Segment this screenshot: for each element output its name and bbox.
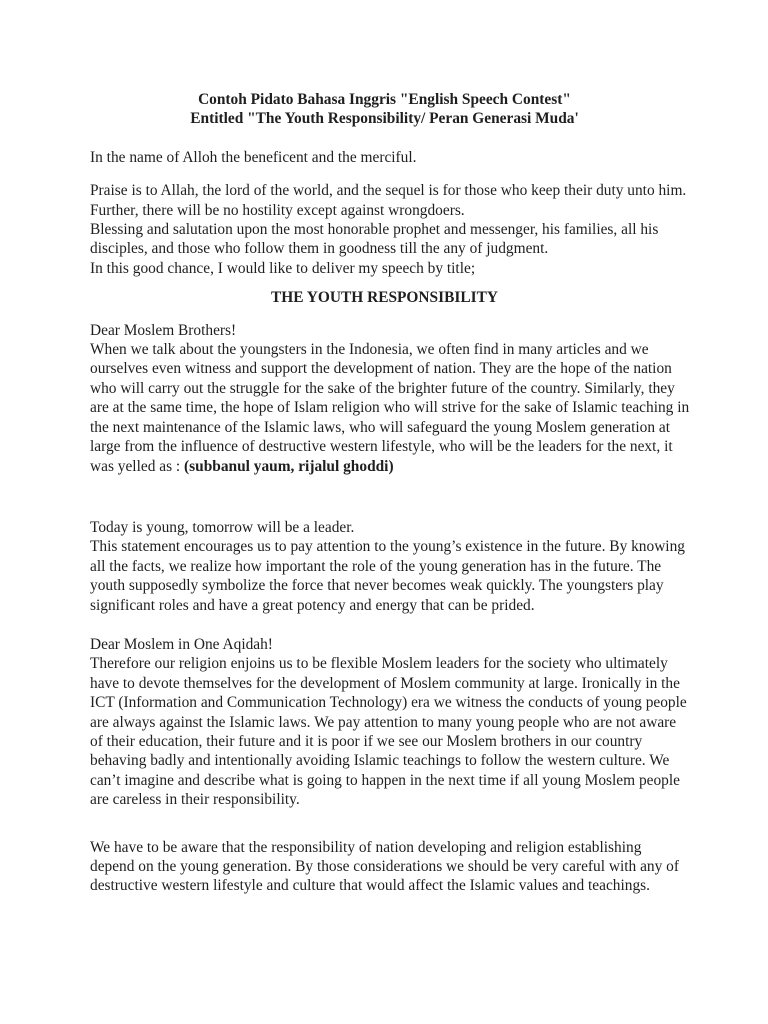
text-line: large from the influence of destructive western lifestyle, who will be the leaders for the next, it <box>90 438 673 456</box>
text-line: Further, there will be no hostility except against wrongdoers. <box>90 201 465 219</box>
document-title <box>90 90 679 129</box>
text-line: ICT (Information and Communication Technology) era we witness the conducts of young people <box>90 694 687 712</box>
text-line: Blessing and salutation upon the most honorable prophet and messenger, his families, all his <box>90 221 659 239</box>
text-line: are always against the Islamic laws. We pay attention to many young people who are not aware <box>90 713 677 731</box>
text-line: depend on the young generation. By those considerations we should be very careful with any of <box>90 858 679 875</box>
text-line: behaving badly and intentionally avoiding Islamic teachings to follow the western culture. We <box>90 752 670 770</box>
paragraph-bismillah <box>90 148 679 167</box>
text-line: In the name of Alloh the beneficent and the merciful. <box>90 148 417 166</box>
text-line: significant roles and have a great potency and energy that can be prided. <box>90 596 535 614</box>
text-line-yelled <box>90 457 679 476</box>
text-line: In this good chance, I would like to deliver my speech by title; <box>90 259 476 277</box>
speech-title: THE YOUTH RESPONSIBILITY <box>271 289 498 307</box>
paragraph-opening <box>90 181 687 278</box>
yelled-bold-text: (subbanul yaum, rijalul ghoddi) <box>184 457 394 475</box>
paragraph-dear-brothers <box>90 321 690 476</box>
text-line: Dear Moslem Brothers! <box>90 321 237 339</box>
text-line: Dear Moslem in One Aqidah! <box>90 635 273 653</box>
document-title-line-2: Entitled "The Youth Responsibility/ Peran Generasi Muda' <box>190 110 579 128</box>
text-line: can’t imagine and describe what is going to happen in the next time if all young Moslem people <box>90 771 680 789</box>
speech-title-block <box>90 288 679 307</box>
paragraph-dear-aqidah <box>90 635 687 810</box>
text-line: This statement encourages us to pay attention to the young’s existence in the future. By knowing <box>90 538 685 556</box>
text-line: disciples, and those who follow them in goodness till the any of judgment. <box>90 240 549 258</box>
text-line: all the facts, we realize how important the role of the young generation has in the future. The <box>90 557 662 575</box>
paragraph-be-aware <box>90 838 679 896</box>
document-title-line-1: Contoh Pidato Bahasa Inggris "English Speech Contest" <box>198 91 571 108</box>
text-line: When we talk about the youngsters in the Indonesia, we often find in many articles and we <box>90 341 649 359</box>
text-line: the next maintenance of the Islamic laws, who will safeguard the young Moslem generation at <box>90 418 670 436</box>
text-line: Therefore our religion enjoins us to be flexible Moslem leaders for the society who ultimately <box>90 655 668 673</box>
text-line: ourselves even witness and support the development of nation. They are the hope of the nation <box>90 360 672 378</box>
text-line: of their education, their future and it is poor if we see our Moslem brothers in our country <box>90 732 643 750</box>
text-line: are at the same time, the hope of Islam religion who will strive for the sake of Islamic teaching in <box>90 399 690 417</box>
text-line: We have to be aware that the responsibility of nation developing and religion establishing <box>90 838 642 856</box>
text-line: who will carry out the struggle for the sake of the brighter future of the country. Similarly, they <box>90 379 675 397</box>
text-line: youth supposedly symbolize the force that never becomes weak quickly. The youngsters play <box>90 577 664 595</box>
text-line: Praise is to Allah, the lord of the world, and the sequel is for those who keep their duty unto him. <box>90 182 687 200</box>
yelled-normal-text: was yelled as : <box>90 457 185 475</box>
document-content <box>90 90 690 896</box>
text-line: Today is young, tomorrow will be a leader. <box>90 518 355 536</box>
text-line: are careless in their responsibility. <box>90 791 300 809</box>
paragraph-today-is-young <box>90 518 685 615</box>
text-line: have to devote themselves for the development of Moslem community at large. Ironically in the <box>90 674 680 692</box>
text-line: destructive western lifestyle and culture that would affect the Islamic values and teachings. <box>90 877 650 895</box>
